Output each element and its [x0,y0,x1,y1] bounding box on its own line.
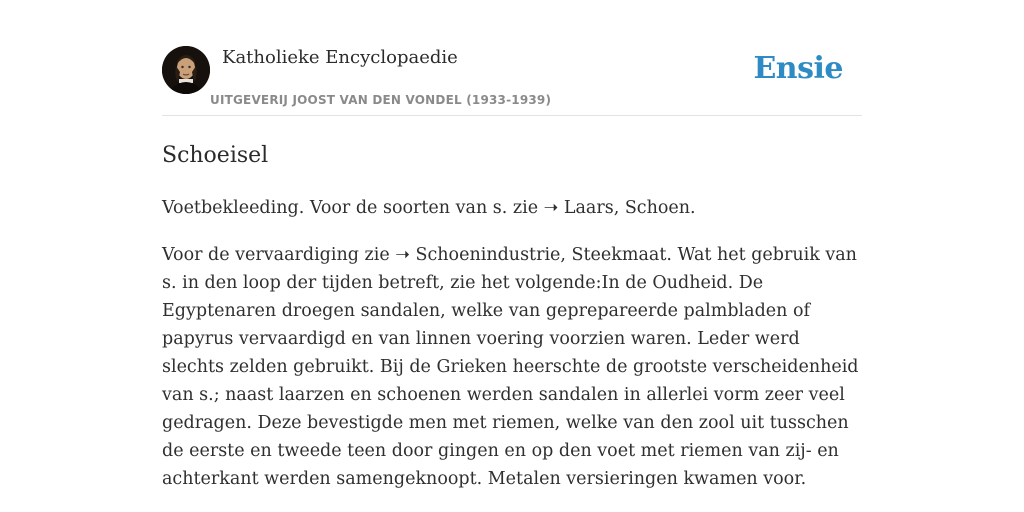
article-paragraph [162,194,862,222]
site-header [162,46,862,116]
publisher-label: UITGEVERIJ JOOST VAN DEN VONDEL (1933-1939) [210,93,552,107]
article-title: Schoeisel [162,143,269,168]
arrow-right-icon: ➝ [395,245,410,265]
publication-title[interactable]: Katholieke Encyclopaedie [222,47,458,68]
portrait-avatar-icon[interactable] [162,46,210,94]
paragraph-text: Schoenindustrie, Steekmaat. Wat het gebruik van s. in den loop der tijden betreft, zie het volgende:In de Oudheid. De Egyptenaren droegen sandalen, welke van geprepareerde palmbladen of papyrus vervaardigd en van linnen voering voorzien waren. Leder werd slechts zelden gebruikt. Bij de Grieken heerschte de grootste verscheidenheid van s.; naast laarzen en schoenen werden sandalen in allerlei vorm zeer veel gedragen. Deze bevestigde men met riemen, welke van den zool uit tusschen de eerste en tweede teen door gingen en op den voet met riemen van zij- en achterkant werden samengeknoopt. Metalen versieringen kwamen voor. [162,245,859,489]
portrait-image [162,46,210,94]
cross-reference-link[interactable]: Laars, Schoen. [558,198,696,218]
brand-logo[interactable]: Ensie [753,51,843,86]
paragraph-text: Voetbekleeding. Voor de soorten van s. zie [162,198,544,218]
page [162,0,862,493]
arrow-right-icon: ➝ [543,198,559,218]
article-paragraph [162,241,862,493]
paragraph-text: Voor de vervaardiging zie [162,245,396,265]
